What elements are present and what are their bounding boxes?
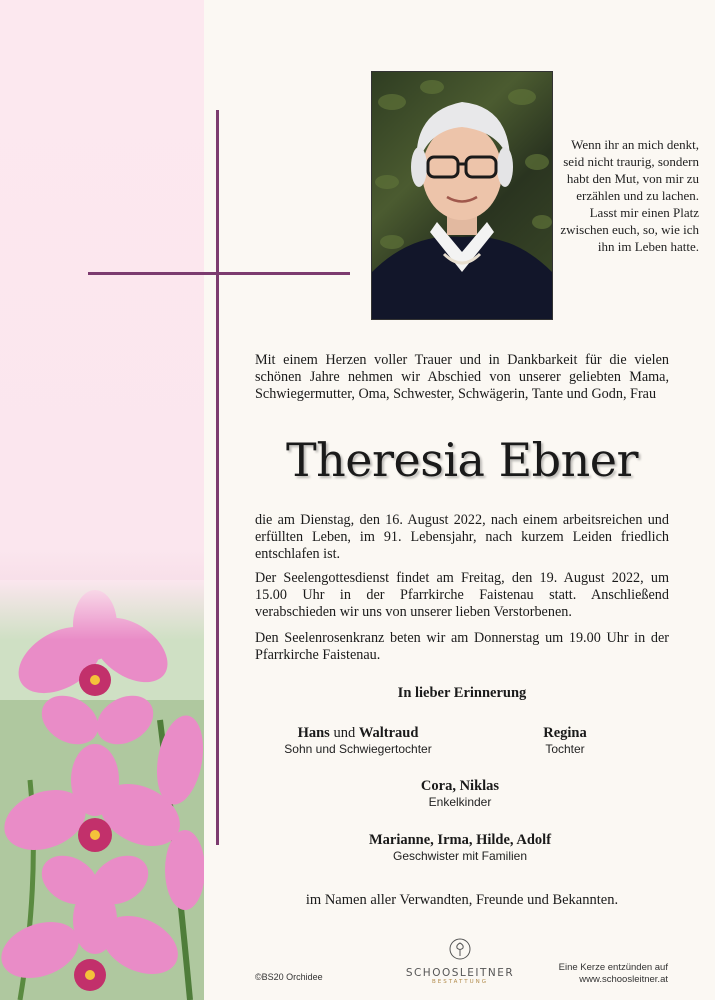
service-notice: Der Seelengottesdienst findet am Freitag, den 19. August 2022, um 15.00 Uhr in der Pfarrkirche Faistenau statt. Anschließend verabschieden wir uns von unserer lieben Verstorbenen.: [255, 570, 669, 620]
orchid-image: [0, 580, 204, 1000]
memory-heading: In lieber Erinnerung: [397, 685, 527, 701]
mourner-relation: Tochter: [545, 742, 585, 756]
mourner-hans-waltraud: [270, 724, 446, 757]
mourner-siblings: [330, 831, 590, 864]
quote-line: habt den Mut, von mir zu: [566, 171, 699, 186]
mourner-name: Hans: [297, 725, 330, 741]
quote-line: erzählen und zu lachen.: [576, 188, 699, 203]
logo-name: SCHOOSLEITNER: [405, 967, 515, 979]
mourner-name: Cora, Niklas: [420, 778, 500, 794]
logo-subtitle: BESTATTUNG: [431, 979, 489, 985]
candle-text: Eine Kerze entzünden auf: [558, 962, 668, 973]
mourner-relation: Sohn und Schwiegertochter: [284, 742, 432, 756]
quote-line: zwischen euch, so, wie ich: [560, 222, 699, 237]
funeral-home-logo: [405, 938, 515, 985]
deceased-name: Theresia Ebner: [286, 433, 638, 487]
mourner-joiner: und: [333, 725, 356, 741]
rose-icon: [449, 938, 471, 960]
candle-url[interactable]: www.schoosleitner.at: [579, 974, 668, 985]
cross-horizontal-bar: [88, 272, 350, 275]
mourner-regina: [500, 724, 630, 757]
quote-line: seid nicht traurig, sondern: [563, 154, 699, 169]
mourner-relation: Enkelkinder: [428, 795, 492, 809]
closing-text: im Namen aller Verwandten, Freunde und Bekannten.: [305, 892, 619, 908]
cross-vertical-bar: [216, 110, 219, 845]
left-decor-panel: [0, 0, 204, 1000]
mourner-name: Marianne, Irma, Hilde, Adolf: [368, 832, 552, 848]
candle-link[interactable]: [559, 962, 668, 986]
death-notice: die am Dienstag, den 16. August 2022, nach einem arbeitsreichen und erfüllten Leben, im 91. Lebensjahr, nach kurzem Leiden friedlich entschlafen ist.: [255, 512, 669, 562]
mourner-name: Regina: [543, 725, 587, 741]
mourner-grandchildren: [360, 777, 560, 810]
mourner-name: Waltraud: [358, 725, 419, 741]
quote-line: ihn im Leben hatte.: [597, 239, 699, 254]
mourner-relation: Geschwister mit Familien: [392, 849, 528, 863]
image-credit: ©BS20 Orchidee: [255, 972, 323, 982]
quote-line: Wenn ihr an mich denkt,: [571, 137, 699, 152]
quote-line: Lasst mir einen Platz: [589, 205, 699, 220]
rosary-notice: Den Seelenrosenkranz beten wir am Donnerstag um 19.00 Uhr in der Pfarrkirche Faistenau.: [255, 630, 669, 663]
portrait-photo: [371, 71, 553, 320]
intro-text: Mit einem Herzen voller Trauer und in Dankbarkeit für die vielen schönen Jahre nehmen wir Abschied von unserer geliebten Mama, Schwiegermutter, Oma, Schwester, Schwägerin, Tante und Godn, Frau: [255, 352, 669, 402]
portrait-illustration: [372, 72, 552, 319]
